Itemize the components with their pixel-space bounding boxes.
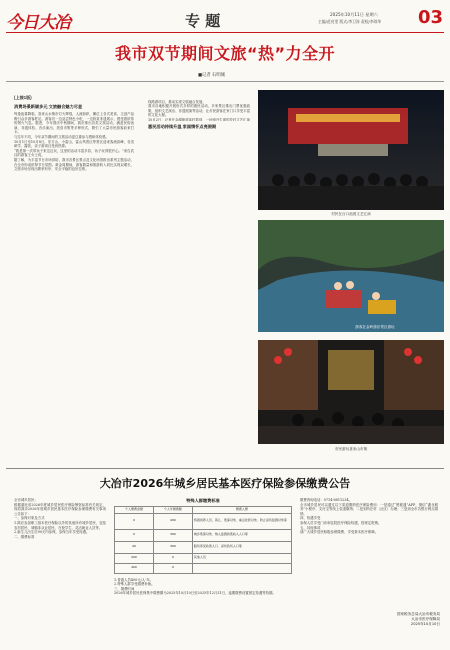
table-cell: 特困供养人员、孤儿、低保对象、重点优抚对象、防止返贫监测对象等 [192, 513, 291, 529]
table-cell: 脱贫享受政策人口、返贫致贫人口等 [192, 541, 291, 553]
photo-caption-3: 市民游玩喜来山市街 [334, 447, 368, 451]
headline: 我市双节期间文旅“热”力全开 [114, 44, 336, 63]
photo-market-street-image [258, 340, 444, 444]
signature-date: 2025年10月10日 [410, 622, 440, 626]
photo-amusement-park [258, 220, 444, 332]
table-cell: 40 [115, 541, 154, 553]
table-cell: 360 [153, 541, 192, 553]
article-col-2-lead: 线路游项目，推动实现文旅融合发展。 我市各地积极开展形式多样的惠民活动，多家景区推出门票优惠政策，组织文艺演出、非遗展演等活动，让市民游客在家门口享受丰富的文化大餐。 10月2日，记者在金湖街道某村看到，一场别开生面的乡村文艺汇演 [148, 99, 250, 121]
table-cell: 0 [153, 563, 192, 573]
article-col-2 [148, 132, 250, 460]
photo-market-street [258, 340, 444, 444]
table-cell: 0 [115, 513, 154, 529]
table-cell: 0 [153, 553, 192, 563]
masthead-rule [6, 32, 444, 33]
table-row [115, 541, 292, 553]
article-col-2-top [148, 95, 250, 121]
fee-table-header: 缴费人群 [192, 507, 291, 514]
fee-table-wrap [114, 498, 292, 626]
fee-table-title: 特殊人群缴费标准 [186, 498, 220, 503]
fee-table [114, 506, 292, 574]
masthead-editors: 主编/范亮雯 版式/李卫涛 责校/李琼华 [318, 19, 382, 24]
section-divider [6, 468, 444, 469]
table-cell [192, 563, 291, 573]
table-cell: 200 [115, 553, 154, 563]
table-cell: 400 [153, 513, 192, 529]
signature-tax-bureau: 国家税务总局大冶市税务局 [396, 612, 440, 616]
fee-table-header-row [115, 507, 292, 514]
photo-caption-2: 游客在金岭游乐景区游玩 [355, 325, 395, 329]
fee-table-header: 个人年缴费额 [153, 507, 192, 514]
notice-col-3: 缴费咨询电话：0714-8811234。 全市城乡居民可以通过以下渠道缴纳医疗保险费用：一是通过“楚税通”APP、微信“湖北税务”小程序、支付宝等线上渠道缴纳；二是到所在村（社区）办理；三是到全市各银行网点缴纳。 四、待遇享受 参保人员享受门诊和住院医疗保险待遇，按规定报销。 五、其他事项 请广大城乡居民积极参保缴费，享受基本医疗保障。 [300, 498, 438, 535]
table-row [115, 513, 292, 529]
signature-medical-bureau: 大冶市医疗保障局 [411, 617, 440, 621]
section-title: 专 题 [185, 12, 221, 30]
paper-logo: 今日大冶 [6, 13, 70, 33]
photo-caption-1: 村民在百口池看文艺汇演 [331, 212, 371, 216]
masthead-date: 2025年10月11日 星期六 [330, 12, 378, 17]
masthead [0, 0, 450, 34]
table-row [115, 563, 292, 573]
table-row [115, 553, 292, 563]
article-col-1: 每逢夜幕降临，喜来山水街市灯火辉煌，人流如织，摊位上各式美食、文创产品吸引众多游客驻足。游客们一边品尝特色小吃，一边欣赏非遗展示，感受着浓浓的烟火气息。据悉，今年国庆中秋期间，我市推出各类文旅活动，涵盖民俗表演、非遗体验、音乐演出、美食市集等多种形式，吸引了大量市民游客前来打卡。 与往年不同，今年双节期间的文旅活动更注重参与感和体验感。 10月1日至10月8日，东方山、小雷山、雷山风景区等景区迎来客流高峰，各类研学、露营、亲子游项目受到热捧。 “我是第一次带孩子来这边玩，这里的活动丰富多彩，孩子玩得很开心。”来自武汉的游客王女士说。 据了解，为丰富节日市场供给，我市各景区景点及文化场馆推出系列主题活动，在全市形成浓厚节日氛围。黄金周期间，游客数量和旅游收入同比实现双增长，文旅市场呈现出繁荣有序、安全平稳的良好态势。 [14, 112, 134, 172]
fee-table-header: 个人缴费金额 [115, 507, 154, 514]
table-cell: 其他人员 [192, 553, 291, 563]
continued-from: (上接1版) [14, 95, 32, 100]
subhead-1: 消费场景新颖多元 文旅融合魅力尽显 [14, 104, 83, 109]
table-cell: 360 [153, 529, 192, 541]
subhead-2: 惠民活动持续升温 家国情怀点亮假期 [148, 124, 217, 129]
photo-village-performance [258, 90, 444, 210]
table-row [115, 529, 292, 541]
table-cell: 0 [115, 529, 154, 541]
photo-amusement-park-image [258, 220, 444, 332]
notice-signature [340, 612, 440, 627]
table-cell: 400 [115, 563, 154, 573]
photo-village-performance-image [258, 90, 444, 210]
table-cell: 城乡低保对象、纳入监测的低收入人口等 [192, 529, 291, 541]
notice-col-2-lower: 1.普通人员400元/人·年。 2.特殊人群享受缴费补助。 三、缴费时间 2026年城乡居民医保集中缴费期为2025年10月10日至2025年12月31日，逾期缴费设置固定待遇等待期。 [114, 577, 276, 596]
notice-col-1: 全市城乡居民： 根据湖北省2026年度城乡居民医疗保险筹资标准有关规定，现将我市2026年度城乡居民基本医疗保险参保缴费有关事项公告如下： 一、参保对象及方式 1.除应参加职工基本医疗保险以外的其他所有城乡居民，包括农村居民、城镇非从业居民、在校学生、灵活就业人员等。 2.新生儿出生后90天内参保，参保当年享受待遇。 二、缴费标准 [14, 498, 106, 539]
page-number: 03 [418, 7, 444, 28]
headline-rule [6, 81, 444, 82]
notice-title: 大冶市2026年城乡居民基本医疗保险参保缴费公告 [99, 477, 351, 490]
byline: ■记者 石明城 [198, 73, 225, 78]
